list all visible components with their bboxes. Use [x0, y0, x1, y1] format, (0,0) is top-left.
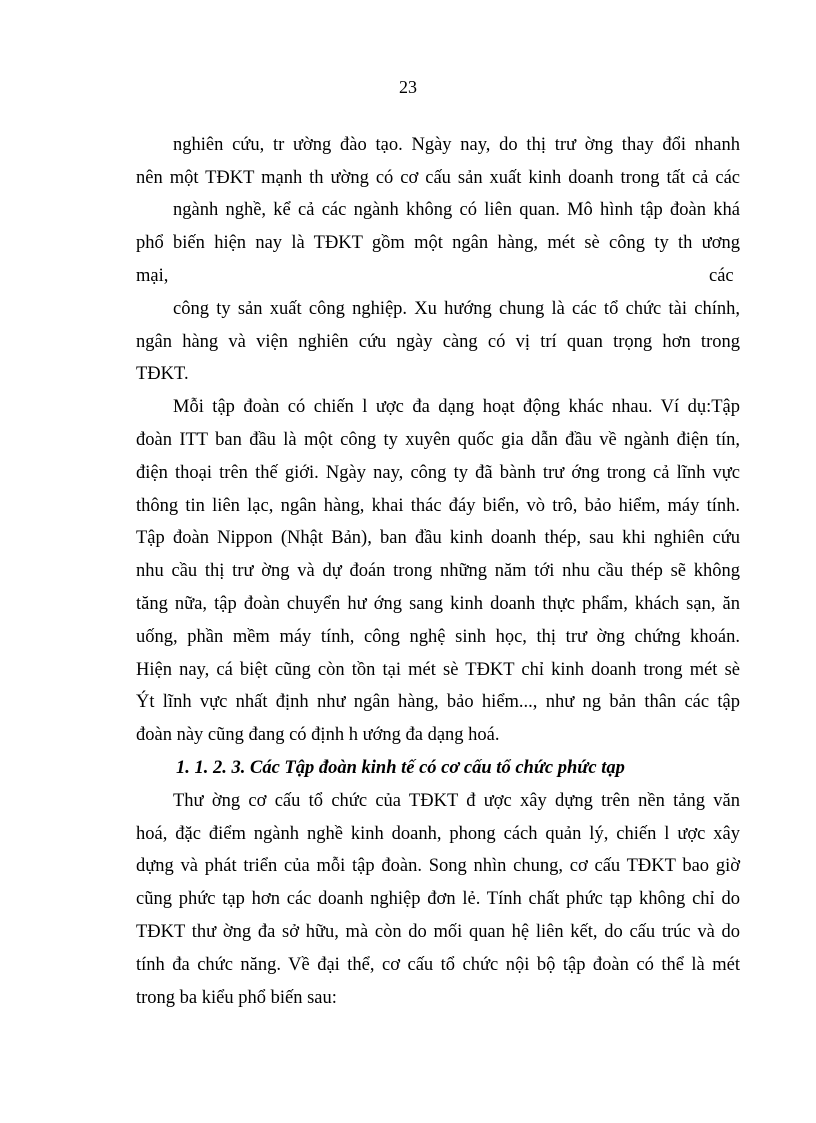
- text-line: dựng và phát triển của mỗi tập đoàn. Song nhìn chung, cơ cấu TĐKT bao giờ: [136, 856, 740, 876]
- text-line: nhu cầu thị trư ờng và dự đoán trong những năm tới nhu cầu thép sẽ không: [136, 561, 740, 581]
- text-line: điện thoại trên thế giới. Ngày nay, công ty đã bành trư ớng trong cả lĩnh vực: [136, 463, 740, 483]
- text-line: phổ biến hiện nay là TĐKT gồm một ngân hàng, mét sè công ty th ương: [136, 233, 740, 253]
- text-line: ngân hàng và viện nghiên cứu ngày càng có vị trí quan trọng hơn trong: [136, 332, 740, 352]
- text-line: mại,: [136, 266, 169, 286]
- text-line: Tập đoàn Nippon (Nhật Bản), ban đầu kinh doanh thép, sau khi nghiên cứu: [136, 528, 740, 548]
- text-line: TĐKT.: [136, 364, 189, 384]
- text-line: công ty sản xuất công nghiệp. Xu hướng chung là các tổ chức tài chính,: [173, 299, 740, 319]
- text-line: các: [709, 266, 734, 286]
- text-line: Thư ờng cơ cấu tổ chức của TĐKT đ ược xây dựng trên nền tảng văn: [173, 791, 740, 811]
- text-line: Hiện nay, cá biệt cũng còn tồn tại mét sè TĐKT chỉ kinh doanh trong mét sè: [136, 660, 740, 680]
- text-line: hoá, đặc điểm ngành nghề kinh doanh, phong cách quản lý, chiến l ược xây: [136, 824, 740, 844]
- text-line: nghiên cứu, tr ường đào tạo. Ngày nay, do thị trư ờng thay đổi nhanh: [173, 135, 740, 155]
- text-line: tính đa chức năng. Về đại thể, cơ cấu tổ chức nội bộ tập đoàn có thể là mét: [136, 955, 740, 975]
- text-line: thông tin liên lạc, ngân hàng, khai thác đáy biển, vò trô, bảo hiểm, máy tính.: [136, 496, 740, 516]
- text-line: ngành nghề, kể cả các ngành không có liên quan. Mô hình tập đoàn khá: [173, 200, 740, 220]
- text-line: trong ba kiểu phổ biến sau:: [136, 988, 337, 1008]
- text-line: đoàn này cũng đang có định h ướng đa dạng hoá.: [136, 725, 500, 745]
- page-number: 23: [399, 77, 417, 97]
- text-line: TĐKT thư ờng đa sở hữu, mà còn do mối quan hệ liên kết, do cấu trúc và do: [136, 922, 740, 942]
- text-line: nên một TĐKT mạnh th ường có cơ cấu sản xuất kinh doanh trong tất cả các: [136, 168, 740, 188]
- text-line: đoàn ITT ban đầu là một công ty xuyên quốc gia dẫn đầu về ngành điện tín,: [136, 430, 740, 450]
- text-line: uống, phần mềm máy tính, công nghệ sinh học, thị trư ờng chứng khoán.: [136, 627, 740, 647]
- text-line: Mỗi tập đoàn có chiến l ược đa dạng hoạt động khác nhau. Ví dụ:Tập: [173, 397, 740, 417]
- text-line: Ýt lĩnh vực nhất định như ngân hàng, bảo hiểm..., như ng bản thân các tập: [136, 692, 740, 712]
- text-line: tăng nữa, tập đoàn chuyển hư ớng sang kinh doanh thực phẩm, khách sạn, ăn: [136, 594, 740, 614]
- section-heading: 1. 1. 2. 3. Các Tập đoàn kinh tế có cơ cấu tổ chức phức tạp: [176, 758, 625, 778]
- text-line: cũng phức tạp hơn các doanh nghiệp đơn lẻ. Tính chất phức tạp không chỉ do: [136, 889, 740, 909]
